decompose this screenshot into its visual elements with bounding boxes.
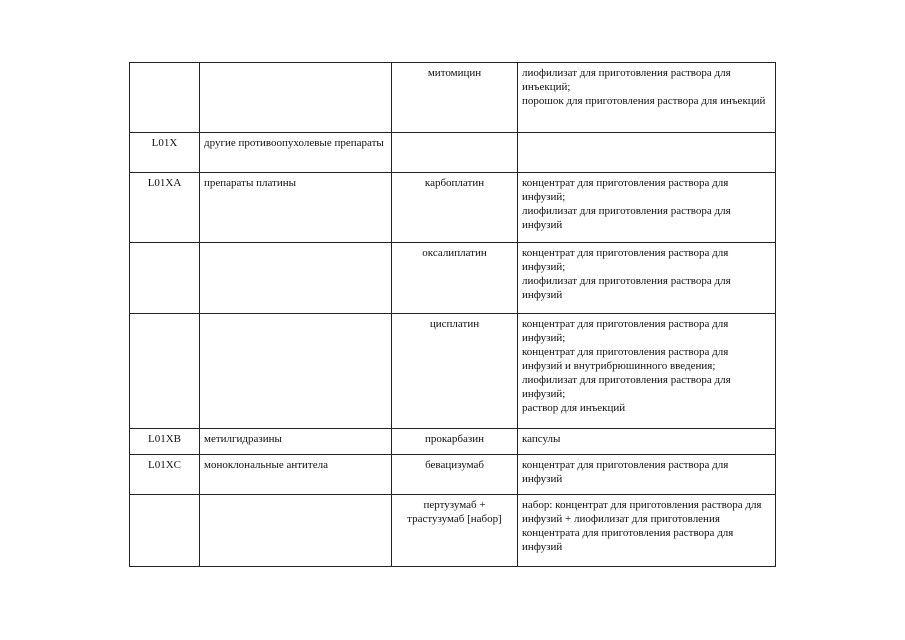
atc-code-cell xyxy=(130,243,200,314)
drug-name-cell: митомицин xyxy=(392,63,518,133)
atc-group-cell xyxy=(200,243,392,314)
drug-name-cell: прокарбазин xyxy=(392,429,518,455)
drug-table xyxy=(129,62,776,567)
atc-group-cell: другие противоопухолевые препараты xyxy=(200,133,392,173)
dosage-form-cell xyxy=(518,133,776,173)
atc-group-cell: препараты платины xyxy=(200,173,392,243)
drug-name-cell: бевацизумаб xyxy=(392,455,518,495)
table-row xyxy=(130,173,776,243)
dosage-form-cell: лиофилизат для приготовления раствора для инъекций; порошок для приготовления раствора для инъекций xyxy=(518,63,776,133)
atc-group-cell: метилгидразины xyxy=(200,429,392,455)
table-row xyxy=(130,133,776,173)
dosage-form-cell: капсулы xyxy=(518,429,776,455)
drug-name-cell: пертузумаб + трастузумаб [набор] xyxy=(392,495,518,567)
dosage-form-cell: концентрат для приготовления раствора для инфузий; лиофилизат для приготовления раствора для инфузий xyxy=(518,243,776,314)
drug-name-cell: оксалиплатин xyxy=(392,243,518,314)
dosage-form-cell: концентрат для приготовления раствора для инфузий xyxy=(518,455,776,495)
table-row xyxy=(130,455,776,495)
dosage-form-cell: концентрат для приготовления раствора для инфузий; лиофилизат для приготовления раствора для инфузий xyxy=(518,173,776,243)
atc-code-cell: L01XA xyxy=(130,173,200,243)
drug-name-cell: цисплатин xyxy=(392,314,518,429)
table-row xyxy=(130,243,776,314)
atc-code-cell xyxy=(130,495,200,567)
atc-code-cell xyxy=(130,63,200,133)
atc-code-cell: L01XB xyxy=(130,429,200,455)
atc-group-cell xyxy=(200,495,392,567)
atc-group-cell xyxy=(200,63,392,133)
atc-group-cell xyxy=(200,314,392,429)
dosage-form-cell: концентрат для приготовления раствора для инфузий; концентрат для приготовления раствора для инфузий и внутрибрюшинного введения; лиофилизат для приготовления раствора для инфузий; раствор для инъекций xyxy=(518,314,776,429)
table-row xyxy=(130,63,776,133)
drug-name-cell xyxy=(392,133,518,173)
atc-code-cell: L01X xyxy=(130,133,200,173)
drug-name-cell: карбоплатин xyxy=(392,173,518,243)
table-row xyxy=(130,314,776,429)
table-row xyxy=(130,495,776,567)
atc-code-cell: L01XC xyxy=(130,455,200,495)
dosage-form-cell: набор: концентрат для приготовления раствора для инфузий + лиофилизат для приготовления концентрата для приготовления раствора для инфузий xyxy=(518,495,776,567)
atc-code-cell xyxy=(130,314,200,429)
atc-group-cell: моноклональные антитела xyxy=(200,455,392,495)
table-row xyxy=(130,429,776,455)
